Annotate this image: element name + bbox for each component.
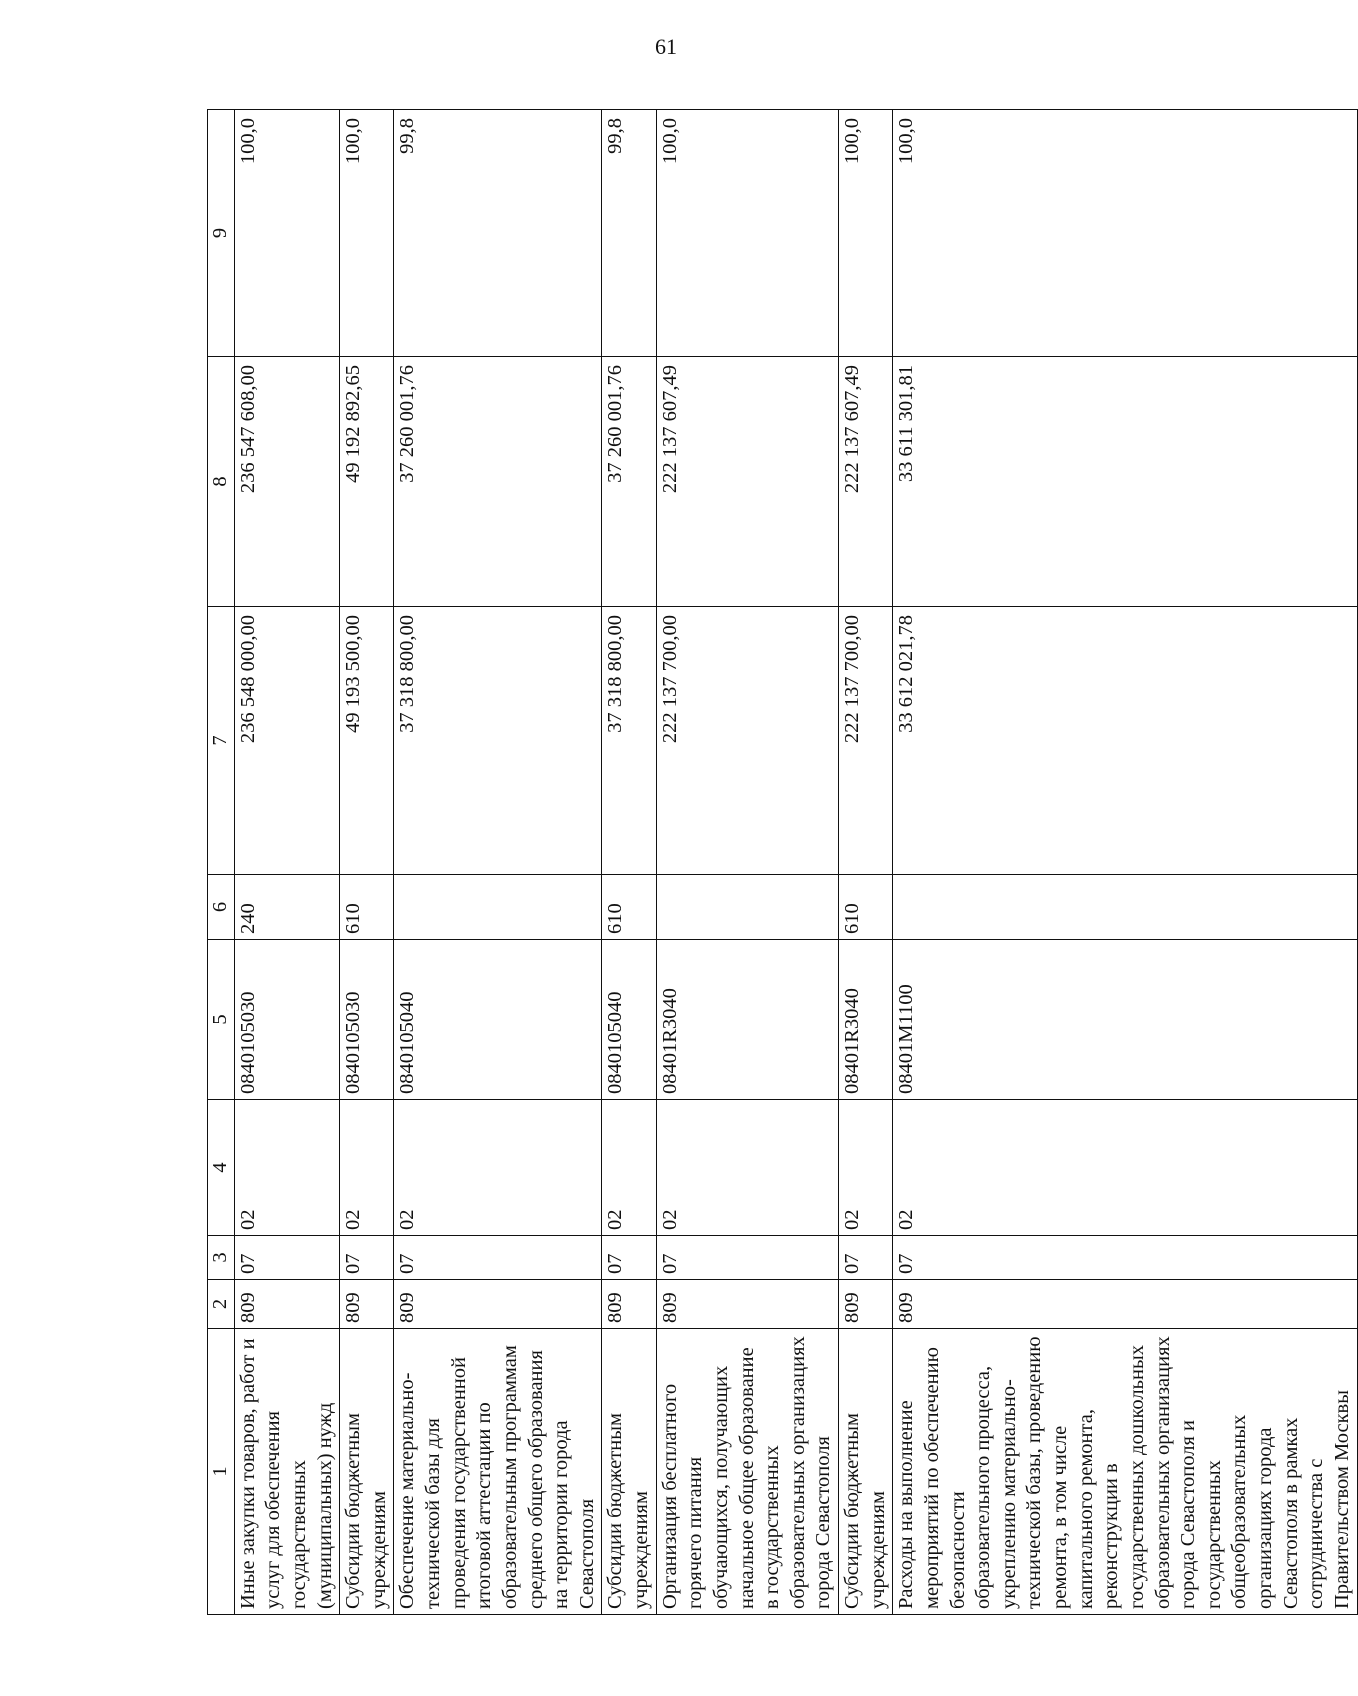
ministry-code-cell: 809 [839, 1280, 893, 1329]
expense-name-cell: Обеспечение материально-технической базы для проведения государственной итоговой аттестации по образовательным программам среднего общего образования на территории города Севастополя [394, 1329, 602, 1615]
section-code-cell: 07 [234, 1236, 340, 1280]
planned-amount-cell: 222 137 700,00 [656, 607, 838, 875]
execution-percent-cell: 100,0 [234, 110, 340, 357]
column-header-5: 5 [208, 940, 235, 1100]
expense-name-cell: Субсидии бюджетным учреждениям [839, 1329, 893, 1615]
target-article-cell: 08401R3040 [839, 940, 893, 1100]
executed-amount-cell: 33 611 301,81 [893, 357, 1357, 607]
table-row [340, 110, 394, 1615]
ministry-code-cell: 809 [656, 1280, 838, 1329]
expense-name-cell: Субсидии бюджетным учреждениям [602, 1329, 656, 1615]
planned-amount-cell: 33 612 021,78 [893, 607, 1357, 875]
planned-amount-cell: 49 193 500,00 [340, 607, 394, 875]
table-row [839, 110, 893, 1615]
expense-type-cell [656, 875, 838, 940]
execution-percent-cell: 99,8 [394, 110, 602, 357]
table-row [394, 110, 602, 1615]
expense-name-cell: Иные закупки товаров, работ и услуг для обеспечения государственных (муниципальных) нужд [234, 1329, 340, 1615]
target-article-cell: 0840105030 [340, 940, 394, 1100]
expense-type-cell [893, 875, 1357, 940]
execution-percent-cell: 100,0 [893, 110, 1357, 357]
subsection-code-cell: 02 [602, 1100, 656, 1236]
planned-amount-cell: 222 137 700,00 [839, 607, 893, 875]
ministry-code-cell: 809 [394, 1280, 602, 1329]
subsection-code-cell: 02 [839, 1100, 893, 1236]
table-row [656, 110, 838, 1615]
table-row [234, 110, 340, 1615]
column-header-9: 9 [208, 110, 235, 357]
section-code-cell: 07 [656, 1236, 838, 1280]
column-header-2: 2 [208, 1280, 235, 1329]
execution-percent-cell: 100,0 [656, 110, 838, 357]
column-header-6: 6 [208, 875, 235, 940]
column-header-1: 1 [208, 1329, 235, 1615]
expense-type-cell: 610 [340, 875, 394, 940]
ministry-code-cell: 809 [234, 1280, 340, 1329]
page-number: 61 [655, 34, 677, 59]
ministry-code-cell: 809 [340, 1280, 394, 1329]
execution-percent-cell: 100,0 [340, 110, 394, 357]
executed-amount-cell: 37 260 001,76 [602, 357, 656, 607]
subsection-code-cell: 02 [656, 1100, 838, 1236]
section-code-cell: 07 [602, 1236, 656, 1280]
rotated-table-container [207, 110, 1353, 1615]
ministry-code-cell: 809 [893, 1280, 1357, 1329]
section-code-cell: 07 [340, 1236, 394, 1280]
executed-amount-cell: 37 260 001,76 [394, 357, 602, 607]
budget-table [207, 109, 1358, 1615]
subsection-code-cell: 02 [340, 1100, 394, 1236]
column-header-8: 8 [208, 357, 235, 607]
execution-percent-cell: 99,8 [602, 110, 656, 357]
executed-amount-cell: 222 137 607,49 [656, 357, 838, 607]
subsection-code-cell: 02 [234, 1100, 340, 1236]
planned-amount-cell: 37 318 800,00 [602, 607, 656, 875]
table-row [602, 110, 656, 1615]
planned-amount-cell: 236 548 000,00 [234, 607, 340, 875]
column-header-3: 3 [208, 1236, 235, 1280]
expense-type-cell [394, 875, 602, 940]
column-header-7: 7 [208, 607, 235, 875]
ministry-code-cell: 809 [602, 1280, 656, 1329]
section-code-cell: 07 [893, 1236, 1357, 1280]
expense-name-cell: Субсидии бюджетным учреждениям [340, 1329, 394, 1615]
target-article-cell: 08401M1100 [893, 940, 1357, 1100]
target-article-cell: 08401R3040 [656, 940, 838, 1100]
target-article-cell: 0840105030 [234, 940, 340, 1100]
table-header-row [208, 110, 235, 1615]
executed-amount-cell: 222 137 607,49 [839, 357, 893, 607]
execution-percent-cell: 100,0 [839, 110, 893, 357]
planned-amount-cell: 37 318 800,00 [394, 607, 602, 875]
expense-name-cell: Расходы на выполнение мероприятий по обеспечению безопасности образовательного процесса, укреплению материально-технической базы, проведению ремонта, в том числе капитального ремонта, реконструкции в государственных дошкольных образовательных организациях города Севастополя и государственных общеобразовательных организациях города Севастополя в рамках сотрудничества с Правительством Москвы [893, 1329, 1357, 1615]
subsection-code-cell: 02 [893, 1100, 1357, 1236]
target-article-cell: 0840105040 [394, 940, 602, 1100]
executed-amount-cell: 49 192 892,65 [340, 357, 394, 607]
target-article-cell: 0840105040 [602, 940, 656, 1100]
column-header-4: 4 [208, 1100, 235, 1236]
expense-type-cell: 240 [234, 875, 340, 940]
section-code-cell: 07 [839, 1236, 893, 1280]
expense-type-cell: 610 [602, 875, 656, 940]
subsection-code-cell: 02 [394, 1100, 602, 1236]
executed-amount-cell: 236 547 608,00 [234, 357, 340, 607]
table-row [893, 110, 1357, 1615]
expense-type-cell: 610 [839, 875, 893, 940]
expense-name-cell: Организация бесплатного горячего питания обучающихся, получающих начальное общее образование в государственных образовательных организациях города Севастополя [656, 1329, 838, 1615]
section-code-cell: 07 [394, 1236, 602, 1280]
